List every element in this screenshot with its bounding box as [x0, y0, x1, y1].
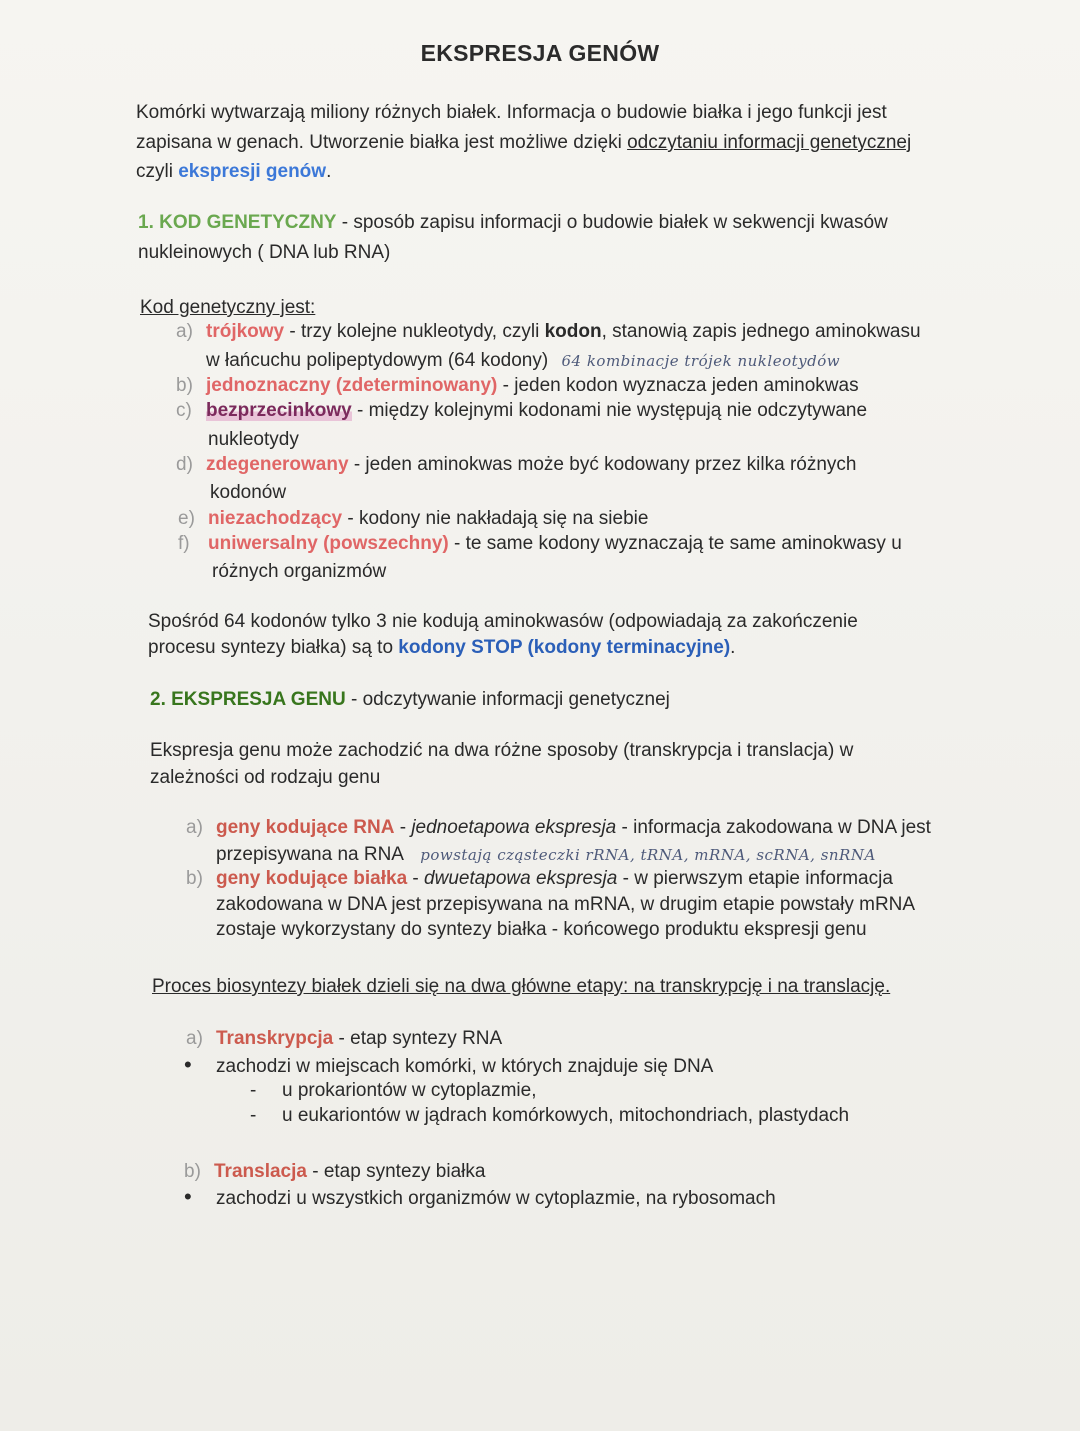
kod-item-e-term: niezachodzący [208, 508, 343, 529]
page-title: EKSPRESJA GENÓW [420, 40, 660, 66]
kod-item-e-marker: e) [178, 508, 195, 529]
kod-item-e-text: - kodony nie nakładają się na siebie [342, 508, 649, 529]
kod-item-a-term: trójkowy [206, 321, 285, 342]
geny-item-b-line-3: zostaje wykorzystany do syntezy białka - końcowego produktu ekspresji genu [216, 919, 867, 940]
intro-end: . [326, 161, 332, 182]
stop-line-2 [148, 633, 735, 662]
kod-item-a-text-1: - trzy kolejne nukleotydy, czyli [284, 321, 545, 342]
transkrypcja-heading [186, 1024, 502, 1053]
kod-item-c-marker: c) [176, 400, 192, 421]
transkrypcja-sub-2 [250, 1101, 849, 1130]
translacja-bullet-text: zachodzi u wszystkich organizmów w cytoplazmie, na rybosomach [216, 1188, 776, 1209]
transkrypcja-bullet-text: zachodzi w miejscach komórki, w których znajduje się DNA [216, 1056, 714, 1077]
kod-item-a-bold: kodon [544, 321, 602, 342]
kod-item-f-marker: f) [178, 533, 190, 554]
kod-item-d-marker: d) [176, 454, 193, 475]
kod-item-c-term: bezprzecinkowy [206, 400, 352, 421]
proces-statement: Proces biosyntezy białek dzieli się na dwa główne etapy: na transkrypcję i na translację. [152, 976, 891, 997]
section1-heading-line [138, 208, 888, 237]
kod-item-d [176, 450, 857, 479]
geny-item-a-handwritten-note: powstają cząsteczki rRNA, tRNA, mRNA, scRNA, snRNA [420, 846, 876, 864]
stop-line-1: Spośród 64 kodonów tylko 3 nie kodują aminokwasów (odpowiadają za zakończenie [148, 611, 858, 632]
transkrypcja-marker: a) [186, 1028, 203, 1049]
geny-item-a-marker: a) [186, 817, 203, 838]
section2-heading-line [150, 685, 670, 714]
kod-item-a-marker: a) [176, 321, 193, 342]
translacja-bullet [184, 1182, 776, 1213]
kod-item-f-term: uniwersalny (powszechny) [208, 533, 449, 554]
section1-text-1: - sposób zapisu informacji o budowie białek w sekwencji kwasów [336, 212, 888, 233]
geny-item-a-italic: jednoetapowa ekspresja [411, 817, 617, 838]
kod-item-b-marker: b) [176, 375, 193, 396]
stop-highlight: kodony STOP (kodony terminacyjne) [398, 637, 731, 658]
kod-item-f [178, 529, 902, 558]
kod-item-a-line2-text: w łańcuchu polipeptydowym (64 kodony) [206, 350, 549, 371]
section1-text-2: nukleinowych ( DNA lub RNA) [138, 242, 391, 263]
intro-line-3 [136, 157, 331, 186]
kod-item-d-line-2: kodonów [210, 482, 287, 503]
geny-item-b-text: - w pierwszym etapie informacja [617, 868, 893, 889]
intro-text-3: czyli [136, 161, 179, 182]
section1-line-2 [138, 238, 390, 267]
translacja-text: - etap syntezy białka [306, 1161, 486, 1182]
kod-heading: Kod genetyczny jest: [140, 297, 316, 318]
kod-item-b-term: jednoznaczny (zdeterminowany) [206, 375, 498, 396]
kod-item-b-text: - jeden kodon wyznacza jeden aminokwas [497, 375, 859, 396]
translacja-term: Translacja [214, 1161, 307, 1182]
kod-item-a-text-2: , stanowią zapis jednego aminokwasu [601, 321, 921, 342]
intro-underlined: odczytaniu informacji genetycznej [627, 132, 912, 153]
kod-item-c-line-2: nukleotydy [208, 429, 299, 450]
intro-text-1: Komórki wytwarzają miliony różnych białek. Informacja o budowie białka i jego funkcji jest [136, 102, 887, 123]
intro-line-2 [136, 128, 911, 157]
bullet-icon: • [184, 1052, 192, 1077]
kod-item-f-text: - te same kodony wyznaczają te same aminokwasy u [448, 533, 902, 554]
bullet-icon: • [184, 1184, 192, 1209]
geny-item-a-line2-text: przepisywana na RNA [216, 844, 403, 865]
geny-item-b-line-2: zakodowana w DNA jest przepisywana na mRNA, w drugim etapie powstały mRNA [216, 894, 916, 915]
transkrypcja-term: Transkrypcja [216, 1028, 334, 1049]
intro-highlight: ekspresji genów [178, 161, 327, 182]
geny-item-a-term: geny kodujące RNA [216, 817, 395, 838]
section2-heading: 2. EKSPRESJA GENU [150, 689, 346, 710]
translacja-marker: b) [184, 1161, 201, 1182]
transkrypcja-text: - etap syntezy RNA [333, 1028, 503, 1049]
dash-icon: - [250, 1080, 257, 1101]
kod-item-a-handwritten-note: 64 kombinacje trójek nukleotydów [561, 352, 841, 370]
geny-item-b-italic: dwuetapowa ekspresja [424, 868, 618, 889]
stop-end: . [730, 637, 736, 658]
geny-item-b: b) geny kodujące białka - dwuetapowa ekspresja - w pierwszym etapie informacja [186, 864, 893, 893]
kod-item-d-term: zdegenerowany [206, 454, 349, 475]
ekspresja-line-1: Ekspresja genu może zachodzić na dwa różne sposoby (transkrypcja i translacja) w [150, 740, 854, 761]
kod-item-a [176, 317, 921, 346]
transkrypcja-sub-2-text: u eukariontów w jądrach komórkowych, mitochondriach, plastydach [282, 1105, 850, 1126]
kod-item-f-line-2: różnych organizmów [212, 561, 387, 582]
kod-item-d-text: - jeden aminokwas może być kodowany przez kilka różnych [348, 454, 857, 475]
geny-item-b-term: geny kodujące białka [216, 868, 408, 889]
kod-item-c [176, 396, 867, 425]
kod-item-c-text: - między kolejnymi kodonami nie występują nie odczytywane [351, 400, 868, 421]
ekspresja-line-2: zależności od rodzaju genu [150, 767, 381, 788]
geny-item-a: a) geny kodujące RNA - jednoetapowa ekspresja - informacja zakodowana w DNA jest [186, 813, 931, 842]
intro-line-1 [136, 98, 887, 127]
transkrypcja-sub-1-text: u prokariontów w cytoplazmie, [282, 1080, 537, 1101]
section1-heading: 1. KOD GENETYCZNY [138, 212, 337, 233]
stop-text-2: procesu syntezy białka) są to [148, 637, 399, 658]
section2-text: - odczytywanie informacji genetycznej [345, 689, 670, 710]
intro-text-2: zapisana w genach. Utworzenie białka jest możliwe dzięki [136, 132, 628, 153]
geny-item-a-text: - informacja zakodowana w DNA jest [616, 817, 931, 838]
geny-item-b-marker: b) [186, 868, 203, 889]
dash-icon: - [250, 1105, 257, 1126]
